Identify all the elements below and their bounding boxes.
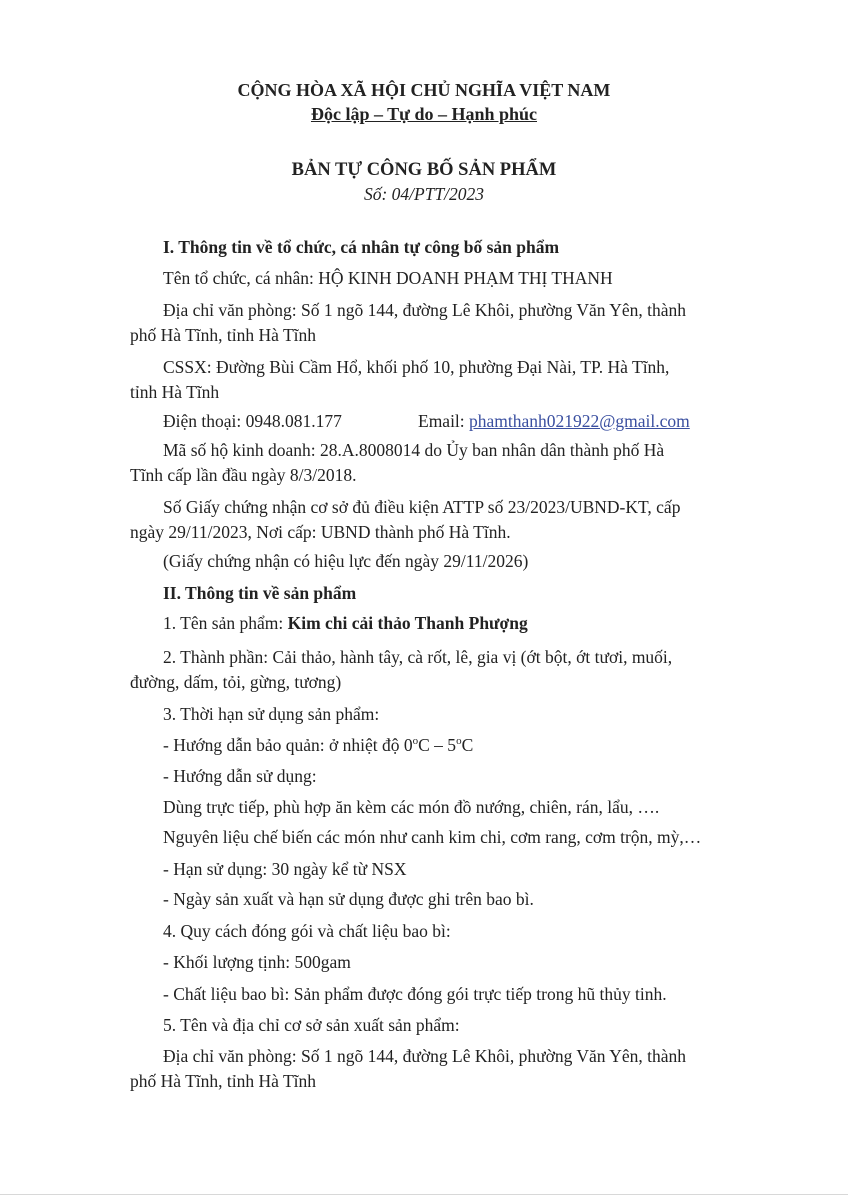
business-license-line1: Mã số hộ kinh doanh: 28.A.8008014 do Ủy ban nhân dân thành phố Hà — [163, 440, 665, 460]
net-weight: - Khối lượng tịnh: 500gam — [163, 952, 351, 972]
document-number: Số: 04/PTT/2023 — [363, 184, 485, 204]
motto-wrap — [0, 104, 848, 125]
facility-address-line1: CSSX: Đường Bùi Cầm Hổ, khối phố 10, phường Đại Nài, TP. Hà Tĩnh, — [163, 357, 670, 377]
manufacturer-heading: 5. Tên và địa chỉ cơ sở sản xuất sản phẩm: — [163, 1015, 460, 1035]
packaging-heading: 4. Quy cách đóng gói và chất liệu bao bì: — [163, 921, 451, 941]
phone: Điện thoại: 0948.081.177 — [163, 411, 342, 431]
facility-address-line2: tỉnh Hà Tĩnh — [130, 382, 220, 402]
ingredients-line2: đường, dấm, tỏi, gừng, tương) — [130, 672, 342, 692]
shelf-life-heading: 3. Thời hạn sử dụng sản phẩm: — [163, 704, 380, 724]
degree-sup-2: o — [456, 735, 462, 748]
storage-text-2: C – 5 — [418, 735, 457, 755]
storage-instructions — [163, 735, 473, 756]
usage-label: - Hướng dẫn sử dụng: — [163, 766, 317, 786]
expiry: - Hạn sử dụng: 30 ngày kể từ NSX — [163, 859, 407, 879]
organization-name: Tên tổ chức, cá nhân: HỘ KINH DOANH PHẠM THỊ THANH — [163, 268, 613, 288]
document-title: BẢN TỰ CÔNG BỐ SẢN PHẨM — [291, 160, 557, 180]
packaging-material: - Chất liệu bao bì: Sản phẩm được đóng gói trực tiếp trong hũ thủy tinh. — [163, 984, 667, 1004]
page-bottom-edge — [0, 1194, 848, 1195]
degree-sup-1: o — [412, 735, 419, 748]
manufacturer-address-line2: phố Hà Tĩnh, tỉnh Hà Tĩnh — [130, 1071, 317, 1091]
ingredients-line1: 2. Thành phần: Cải thảo, hành tây, cà rốt, lê, gia vị (ớt bột, ớt tươi, muối, — [163, 647, 673, 667]
product-name-label: 1. Tên sản phẩm: — [163, 613, 288, 633]
cert-validity: (Giấy chứng nhận có hiệu lực đến ngày 29/11/2026) — [163, 551, 529, 571]
storage-text-1: - Hướng dẫn bảo quản: ở nhiệt độ 0 — [163, 735, 413, 755]
email-row — [418, 411, 690, 432]
manufacturer-address-line1: Địa chỉ văn phòng: Số 1 ngõ 144, đường Lê Khôi, phường Văn Yên, thành — [163, 1046, 687, 1066]
food-safety-cert-line2: ngày 29/11/2023, Nơi cấp: UBND thành phố Hà Tĩnh. — [130, 522, 511, 542]
section1-heading: I. Thông tin về tổ chức, cá nhân tự công bố sản phẩm — [163, 237, 560, 257]
product-name-row — [163, 613, 528, 634]
office-address-line1: Địa chỉ văn phòng: Số 1 ngõ 144, đường Lê Khôi, phường Văn Yên, thành — [163, 300, 687, 320]
food-safety-cert-line1: Số Giấy chứng nhận cơ sở đủ điều kiện ATTP số 23/2023/UBND-KT, cấp — [163, 497, 681, 517]
motto: Độc lập – Tự do – Hạnh phúc — [310, 104, 538, 124]
office-address-line2: phố Hà Tĩnh, tỉnh Hà Tĩnh — [130, 325, 317, 345]
country-header: CỘNG HÒA XÃ HỘI CHỦ NGHĨA VIỆT NAM — [237, 80, 611, 100]
section2-heading: II. Thông tin về sản phẩm — [163, 583, 357, 603]
email-link[interactable]: phamthanh021922@gmail.com — [469, 411, 690, 431]
date-note: - Ngày sản xuất và hạn sử dụng được ghi trên bao bì. — [163, 889, 534, 909]
usage-line1: Dùng trực tiếp, phù hợp ăn kèm các món đồ nướng, chiên, rán, lẩu, …. — [163, 797, 660, 817]
business-license-line2: Tĩnh cấp lần đầu ngày 8/3/2018. — [130, 465, 357, 485]
usage-line2: Nguyên liệu chế biến các món như canh kim chi, cơm rang, cơm trộn, mỳ,… — [163, 827, 702, 847]
email-label: Email: — [418, 411, 470, 431]
storage-text-3: C — [461, 735, 474, 755]
product-name: Kim chi cải thảo Thanh Phượng — [287, 613, 528, 633]
